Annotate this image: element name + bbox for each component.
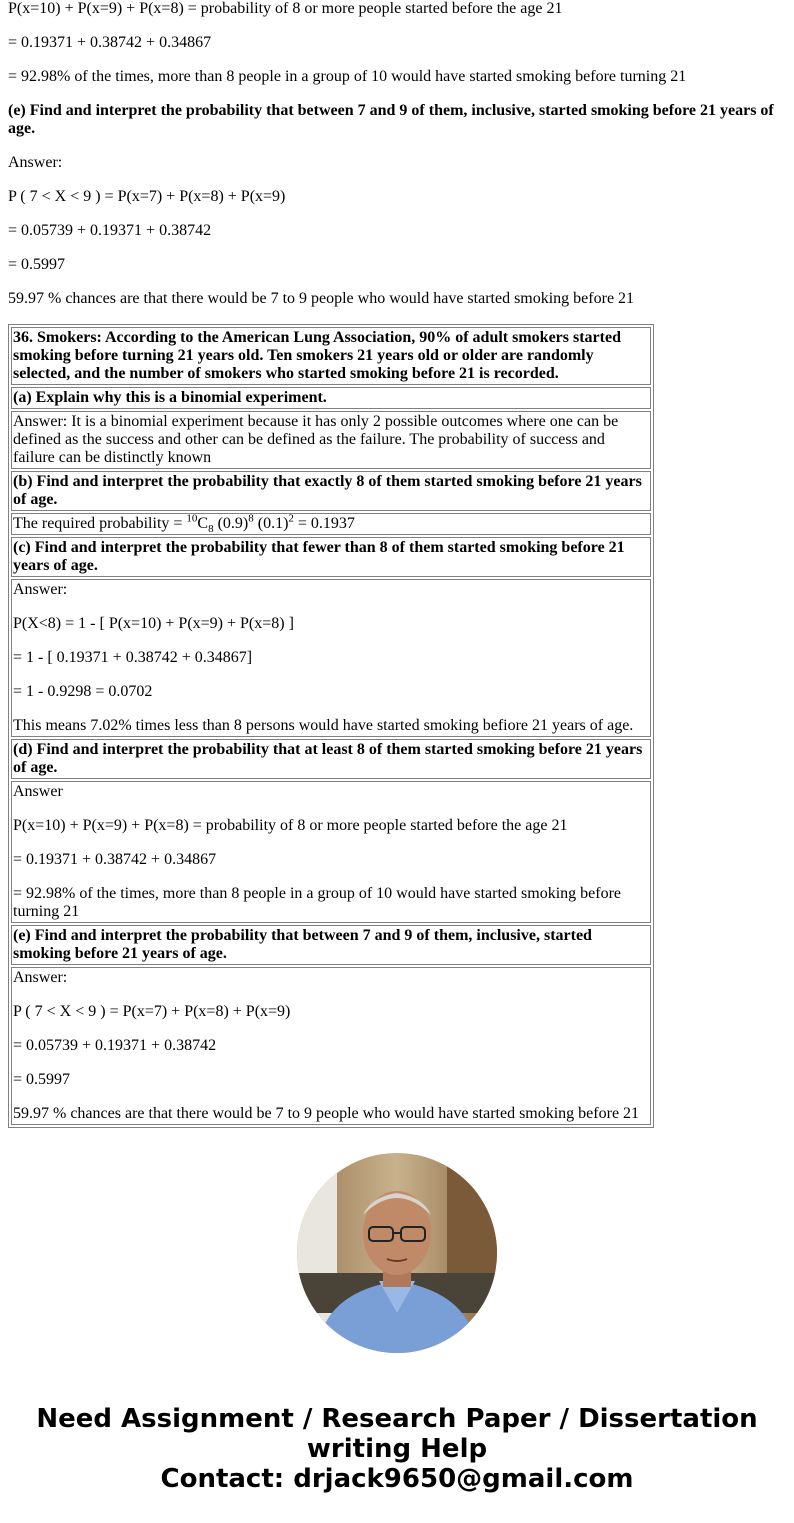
answer-e-line: Answer: <box>13 969 68 986</box>
answer-b-p: (0.9) <box>213 515 249 532</box>
intro-e-line-1: P ( 7 < X < 9 ) = P(x=7) + P(x=8) + P(x=9) <box>8 188 286 205</box>
answer-b <box>11 513 651 535</box>
answer-e-line: P ( 7 < X < 9 ) = P(x=7) + P(x=8) + P(x=9) <box>13 1003 291 1020</box>
footer-tagline: Need Assignment / Research Paper / Dissertation writing Help <box>36 1404 758 1464</box>
footer-banner <box>0 1404 794 1494</box>
question-c: (c) Find and interpret the probability that fewer than 8 of them started smoking before 21 years of age. <box>11 537 651 577</box>
footer-contact: Contact: drjack9650@gmail.com <box>160 1464 634 1494</box>
answer-b-q: (0.1) <box>253 515 289 532</box>
answer-d <box>11 781 651 923</box>
answer-c-line: = 1 - 0.9298 = 0.0702 <box>13 683 153 700</box>
question-d: (d) Find and interpret the probability that at least 8 of them started smoking before 21 years of age. <box>11 739 651 779</box>
intro-e-line-3: = 0.5997 <box>8 256 66 273</box>
answer-e-line: 59.97 % chances are that there would be 7 to 9 people who would have started smoking before 21 <box>13 1105 640 1122</box>
answer-d-line: = 0.19371 + 0.38742 + 0.34867 <box>13 851 217 868</box>
avatar-portrait <box>297 1153 497 1353</box>
question-b: (b) Find and interpret the probability that exactly 8 of them started smoking before 21 years of age. <box>11 471 651 511</box>
answer-c <box>11 579 651 737</box>
answer-b-result: = 0.1937 <box>293 515 355 532</box>
answer-d-line: Answer <box>13 783 63 800</box>
answer-e-line: = 0.5997 <box>13 1071 71 1088</box>
answer-b-c: C <box>197 515 209 532</box>
answer-d-line: P(x=10) + P(x=9) + P(x=8) = probability of 8 or more people started before the age 21 <box>13 817 568 834</box>
intro-question-e: (e) Find and interpret the probability that between 7 and 9 of them, inclusive, started smoking before 21 years of age. <box>8 102 774 137</box>
answer-d-line: = 92.98% of the times, more than 8 people in a group of 10 would have started smoking before turning 21 <box>13 885 621 920</box>
answer-c-line: P(X<8) = 1 - [ P(x=10) + P(x=9) + P(x=8) ] <box>13 615 294 632</box>
problem-statement: 36. Smokers: According to the American Lung Association, 90% of adult smokers started smoking before turning 21 years old. Ten smokers 21 years old or older are randomly selected, and the number of smokers who started smoking before 21 is recorded. <box>11 327 651 385</box>
avatar <box>297 1153 497 1353</box>
intro-e-line-2: = 0.05739 + 0.19371 + 0.38742 <box>8 222 212 239</box>
intro-answer-label: Answer: <box>8 154 63 171</box>
answer-e <box>11 967 651 1125</box>
answer-c-line: Answer: <box>13 581 68 598</box>
answer-b-prefix: The required probability = <box>13 515 187 532</box>
answer-b-n: 10 <box>186 512 198 525</box>
intro-line-3: = 92.98% of the times, more than 8 people in a group of 10 would have started smoking before turning 21 <box>8 68 687 85</box>
answer-c-line: = 1 - [ 0.19371 + 0.38742 + 0.34867] <box>13 649 253 666</box>
answer-c-line: This means 7.02% times less than 8 persons would have started smoking befiore 21 years of age. <box>13 717 634 734</box>
answer-e-line: = 0.05739 + 0.19371 + 0.38742 <box>13 1037 217 1054</box>
problem-table <box>8 324 654 1128</box>
answer-b-q-exp: 2 <box>288 512 294 525</box>
answer-b-k: 8 <box>208 523 214 536</box>
intro-e-line-4: 59.97 % chances are that there would be 7 to 9 people who would have started smoking before 21 <box>8 290 635 307</box>
question-e: (e) Find and interpret the probability that between 7 and 9 of them, inclusive, started smoking before 21 years of age. <box>11 925 651 965</box>
answer-b-p-exp: 8 <box>248 512 254 525</box>
intro-line-2: = 0.19371 + 0.38742 + 0.34867 <box>8 34 212 51</box>
intro-line-1: P(x=10) + P(x=9) + P(x=8) = probability of 8 or more people started before the age 21 <box>8 0 563 17</box>
question-a: (a) Explain why this is a binomial experiment. <box>11 387 651 409</box>
answer-a: Answer: It is a binomial experiment because it has only 2 possible outcomes where one can be defined as the success and other can be defined as the failure. The probability of success and failure can be distinctly known <box>11 411 651 469</box>
